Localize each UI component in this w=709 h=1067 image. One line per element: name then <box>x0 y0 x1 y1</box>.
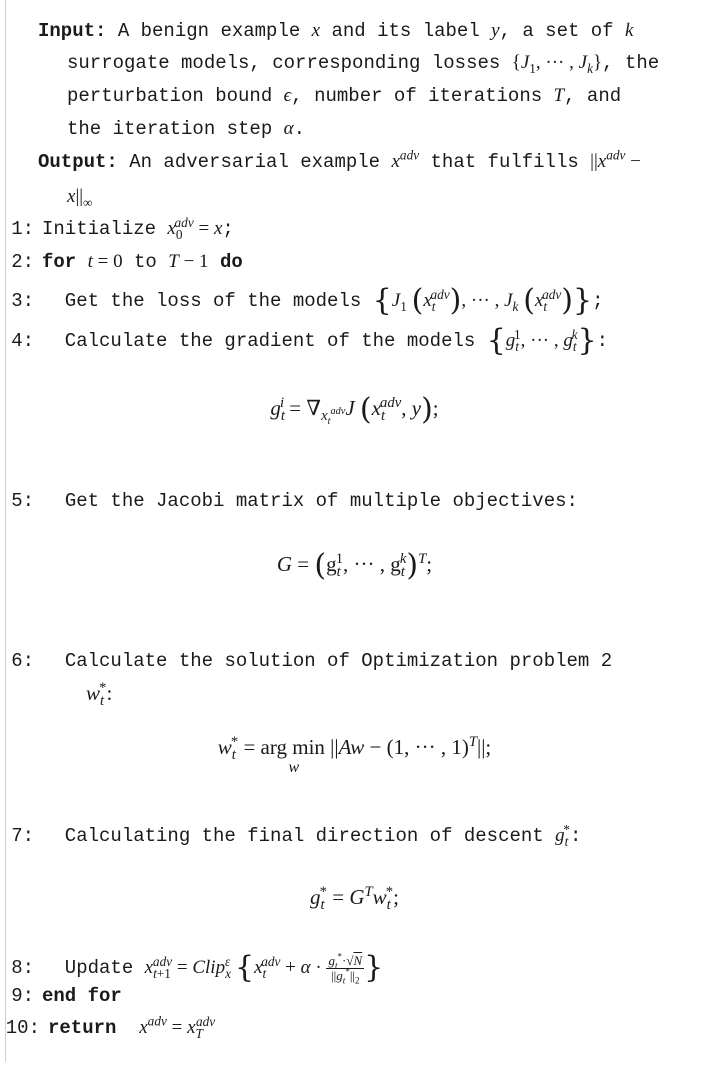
step-number: 7: <box>11 825 34 847</box>
step-4: 4: Calculate the gradient of the models {$g_t^1$, ··· , $g_t^k$}: <box>0 323 608 358</box>
step-1: 1: Initialize $x_0^{adv} = x$; <box>0 218 234 240</box>
direction-equation: $g_t^* = G^Tw_t^*$; <box>310 884 399 914</box>
input-line-1: Input: A benign example x and its label y, a set of k <box>38 20 634 42</box>
step-number: 5: <box>11 490 34 512</box>
step-number: 3: <box>11 290 34 312</box>
input-line-2: surrogate models, corresponding losses {$J_1$, ··· , $J_k$}, the <box>67 52 660 76</box>
step-number: 4: <box>11 330 34 352</box>
step-number: 8: <box>11 957 34 979</box>
input-line-4: the iteration step α. <box>67 118 306 140</box>
step-9 <box>0 985 122 1007</box>
step-number: 2: <box>11 251 34 273</box>
keyword-for: for <box>42 251 77 273</box>
keyword-end-for: end for <box>42 985 122 1007</box>
output-line-1: Output: An adversarial example $x^{adv}$ that fulfills $||x^{adv}$ − <box>38 147 641 173</box>
input-label: Input: <box>38 20 107 42</box>
step-number: 10: <box>5 1017 40 1039</box>
step-6-text: Calculate the solution of Optimization problem 2 <box>64 650 613 672</box>
step-5-text: Get the Jacobi matrix of multiple objectives: <box>64 490 578 512</box>
step-5 <box>0 490 578 512</box>
input-line-3: perturbation bound ϵ, number of iterations T, and <box>67 85 622 107</box>
output-line-2: $x||_\infty$ <box>67 186 93 210</box>
step-number: 1: <box>11 218 34 240</box>
jacobi-equation: $G = (g_t^1$, ··· , $g_t^k)^T$; <box>276 548 433 583</box>
step-3: 3: Get the loss of the models {$J_1$ $(x_t^{adv})$, ··· , $J_k$ $(x_t^{adv})$}; <box>0 283 603 318</box>
step-6 <box>0 650 612 672</box>
step-6-cont: $w_t^*$: <box>86 680 113 710</box>
step-number: 9: <box>11 985 34 1007</box>
keyword-do: do <box>219 251 243 273</box>
step-7: 7: Calculating the final direction of descent $g_t^*$: <box>0 825 581 847</box>
keyword-return: return <box>48 1017 117 1039</box>
step-2: 2: for t = 0 to T − 1 do <box>0 251 243 273</box>
output-label: Output: <box>38 151 118 173</box>
argmin-equation: $w_t^*$ = arg min w ||Aw − (1, ··· , 1)$^T$||; <box>217 734 492 776</box>
step-10: 10: return $x^{adv} = x_T^{adv}$ <box>0 1017 215 1039</box>
step-8: 8: Update $x_{t+1}^{adv}$ = Clip$_x^\varepsilon$ {$x_t^{adv} + \alpha$ · $\frac{g_t^*\cdot√N}{||g_t^*||_2}$ } <box>0 950 383 985</box>
gradient-equation: $g_t^i = \nabla_{x_t^{adv}}J$ ($x_t^{adv}$, y); <box>270 392 439 428</box>
step-number: 6: <box>11 650 34 672</box>
